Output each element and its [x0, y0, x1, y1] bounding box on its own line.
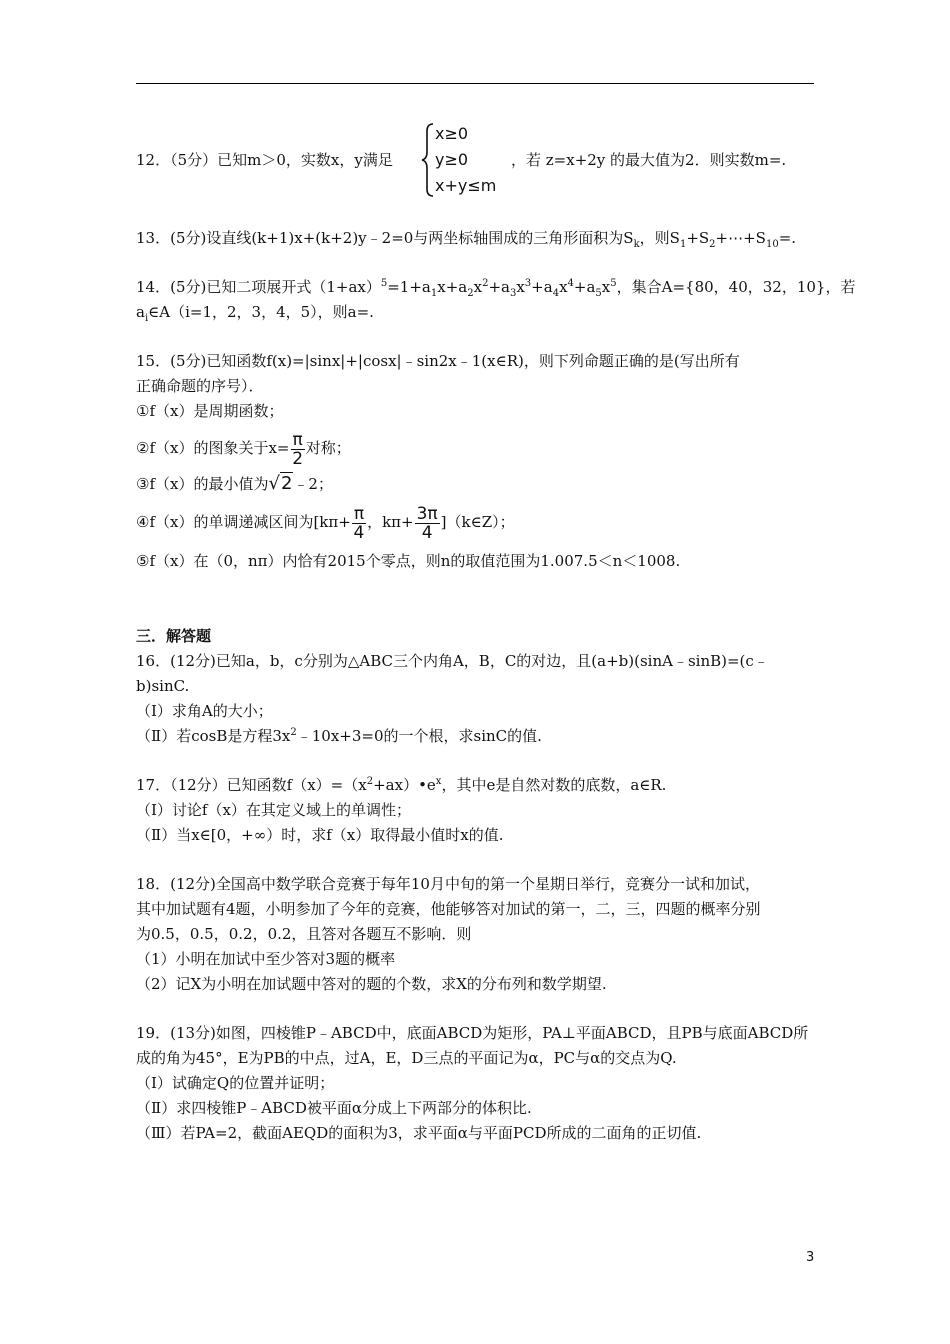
question-18-part1: （1）小明在加试中至少答对3题的概率: [136, 950, 396, 968]
q16-p2b: ﹣10x+3=0的一个根，求sinC的值.: [296, 727, 542, 745]
question-15-line2: 正确命题的序号）．: [136, 377, 264, 395]
q14-i1: 1: [430, 288, 438, 299]
q13-text-e: =.: [778, 229, 797, 247]
q16-p2a: （Ⅱ）若cosB是方程3x: [136, 727, 291, 745]
q17-a: 17．（12分）已知函数f（x）=（x: [136, 776, 367, 794]
left-brace-icon: [421, 122, 435, 198]
q14-j: x: [601, 278, 611, 296]
q14-e5: 5: [610, 278, 617, 289]
q14-d: x: [473, 278, 483, 296]
question-16-part1: （Ⅰ）求角A的大小；: [136, 702, 273, 720]
q13-sub-k: k: [633, 239, 640, 250]
question-16-line2: b)sinC.: [136, 677, 190, 695]
option-4: [136, 502, 515, 542]
q17-b: +ax）•e: [373, 776, 436, 794]
frac-num: 3π: [416, 503, 438, 524]
q14-c: x+a: [437, 278, 468, 296]
q14-b: =1+a: [387, 278, 431, 296]
frac-den: 4: [353, 522, 365, 543]
question-17-part1: （Ⅰ）讨论f（x）在其定义域上的单调性；: [136, 801, 411, 819]
fraction-pi-over-2: [291, 431, 305, 468]
option-3: [136, 474, 333, 494]
q13-text-b: ，则S: [639, 229, 680, 247]
question-19-part2: （Ⅱ）求四棱锥P﹣ABCD被平面α分成上下两部分的体积比.: [136, 1099, 532, 1117]
q14-e2: 2: [482, 278, 489, 289]
question-19-line1: 19．(13分)如图，四棱锥P﹣ABCD中，底面ABCD为矩形，PA⊥平面ABCD，且PB与底面ABCD所: [136, 1024, 809, 1042]
option-5: ⑤f（x）在（0，nπ）内恰有2015个零点，则n的取值范围为1.007.5＜n＜1008.: [136, 552, 681, 570]
q14-h: x: [559, 278, 568, 296]
q14-i2: 2: [467, 288, 474, 299]
question-12-lead: [136, 150, 393, 170]
option-2: [136, 428, 351, 468]
question-18-line1: 18．(12分)全国高中数学联合竞赛于每年10月中旬的第一个星期日举行，竞赛分一试和加试，: [136, 875, 760, 893]
question-18-line2: 其中加试题有4题，小明参加了今年的竞赛，他能够答对加试的第一，二，三，四题的概率分别: [136, 900, 761, 918]
question-14-line1: [136, 277, 855, 297]
section-heading: 三．解答题: [136, 627, 212, 645]
frac-num: π: [353, 503, 365, 524]
constraint-1: x≥0: [435, 124, 469, 143]
q14-line2b: ∈A（i=1，2，3，4，5），则a=.: [148, 303, 374, 321]
option-2-tail: 对称；: [305, 439, 351, 457]
q14-e3: 3: [524, 278, 532, 289]
question-16-line1: 16．(12分)已知a，b，c分别为△ABC三个内角A，B，C的对边，且(a+b)(sinA﹣sinB)=(c﹣: [136, 652, 769, 670]
question-12-tail: [511, 150, 786, 170]
option-1: ①f（x）是周期函数；: [136, 402, 284, 420]
q14-e: +a: [488, 278, 510, 296]
q14-k: ，集合A={80，40，32，10}，若: [616, 278, 856, 296]
question-15-line1: 15．(5分)已知函数f(x)=|sinx|+|cosx|﹣sin2x﹣1(x∈R)，则下列命题正确的是(写出所有: [136, 352, 740, 370]
inequality-system: [421, 122, 511, 198]
q14-e4: 4: [567, 278, 574, 289]
option-3-text: ③f（x）的最小值为: [136, 475, 269, 493]
q13-text-c: +S: [686, 229, 710, 247]
q13-text-d: +⋯+S: [715, 229, 766, 247]
q14-p5: 5: [380, 278, 388, 289]
q14-line2sub: i: [144, 313, 149, 324]
q14-a: 14．(5分)已知二项展开式（1+ax）: [136, 278, 381, 296]
sqrt-symbol: √2: [268, 473, 293, 494]
option-2-text: ②f（x）的图象关于x=: [136, 439, 290, 457]
question-12-condition: ，若 z=x+2y 的最大值为2．则实数m=.: [511, 151, 787, 169]
frac-den: 2: [292, 448, 304, 469]
sqrt-radicand: 2: [280, 473, 293, 494]
constraint-2: y≥0: [435, 150, 469, 169]
question-12-text: 12．（5分）已知m＞0，实数x，y满足: [136, 151, 393, 169]
q13-sub-2: 2: [709, 239, 716, 250]
option-4-text: ④f（x）的单调递减区间为[kπ+: [136, 513, 351, 531]
q14-line2a: a: [136, 303, 145, 321]
q14-f: x: [516, 278, 525, 296]
q13-sub-1: 1: [679, 239, 687, 250]
question-17-part2: （Ⅱ）当x∈[0，+∞）时，求f（x）取得最小值时x的值.: [136, 826, 504, 844]
question-19-part1: （Ⅰ）试确定Q的位置并证明；: [136, 1074, 335, 1092]
q14-i4: 4: [552, 288, 560, 299]
question-16-part2: [136, 726, 542, 746]
q13-sub-10: 10: [765, 239, 779, 250]
q14-i3: 3: [509, 288, 517, 299]
frac-den: 4: [421, 522, 433, 543]
option-3-tail: ﹣2；: [293, 475, 333, 493]
q13-text-a: 13．(5分)设直线(k+1)x+(k+2)y﹣2=0与两坐标轴围成的三角形面积为S: [136, 229, 634, 247]
fraction-3pi-over-4: [415, 505, 440, 542]
question-17-line1: [136, 775, 666, 795]
question-13: [136, 228, 796, 248]
frac-num: π: [292, 429, 303, 450]
q14-i5: 5: [595, 288, 602, 299]
question-14-line2: [136, 302, 374, 322]
header-rule: [136, 83, 814, 84]
q17-sup2: 2: [366, 776, 374, 787]
q17-c: ，其中e是自然对数的底数，a∈R.: [441, 776, 667, 794]
option-4-mid: ，kπ+: [367, 513, 414, 531]
page-number: 3: [806, 1250, 815, 1265]
question-19-line2: 成的角为45°，E为PB的中点，过A，E，D三点的平面记为α，PC与α的交点为Q.: [136, 1049, 677, 1067]
fraction-pi-over-4: [352, 505, 366, 542]
question-18-line3: 为0.5，0.5，0.2，0.2，且答对各题互不影响．则: [136, 925, 472, 943]
q14-g: +a: [531, 278, 553, 296]
option-4-tail: ]（k∈Z）；: [440, 513, 515, 531]
q16-p2sup: 2: [290, 727, 297, 738]
q17-supx: x: [435, 776, 442, 787]
constraint-3: x+y≤m: [435, 176, 497, 195]
question-19-part3: （Ⅲ）若PA=2，截面AEQD的面积为3，求平面α与平面PCD所成的二面角的正切值.: [136, 1124, 702, 1142]
q14-i: +a: [573, 278, 596, 296]
question-18-part2: （2）记X为小明在加试题中答对的题的个数，求X的分布列和数学期望.: [136, 975, 607, 993]
